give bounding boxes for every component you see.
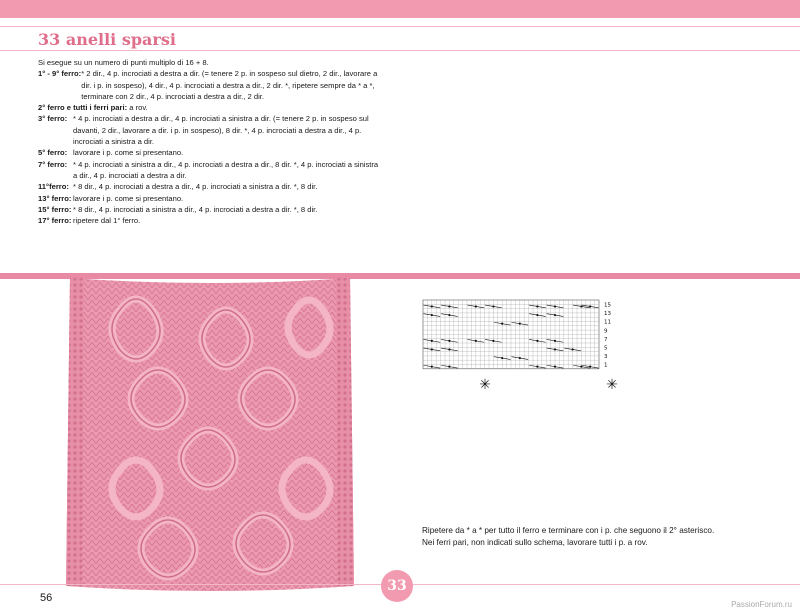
row-label: 1° - 9° ferro: <box>38 69 82 79</box>
row-number: 11 <box>604 319 611 326</box>
instruction-row <box>38 102 383 113</box>
cable-cross-dot <box>431 366 433 368</box>
knitted-swatch-photo <box>60 270 358 598</box>
row-label: 2° ferro e tutti i ferri pari: <box>38 103 128 113</box>
row-label: 5° ferro: <box>38 148 68 158</box>
chart-row-numbers <box>604 303 611 369</box>
row-label: 3° ferro: <box>38 114 68 124</box>
row-text: * 8 dir., 4 p. incrociati a sinistra a dir., 4 p. incrociati a destra a dir. *, 8 dir. <box>73 204 318 214</box>
row-text: lavorare i p. come si presentano. <box>73 148 184 158</box>
cable-cross-dot <box>431 348 433 350</box>
cable-cross-dot <box>554 340 556 342</box>
row-label: 17° ferro: <box>38 216 72 226</box>
cable-cross-dot <box>536 340 538 342</box>
page-title: 33 anelli sparsi <box>38 30 176 49</box>
cable-cross-dot <box>572 348 574 350</box>
cable-cross-dot <box>448 314 450 316</box>
cable-cross-dot <box>448 340 450 342</box>
row-text: * 4 p. incrociati a destra a dir., 4 p. incrociati a sinistra a dir. (= tenere 2 p. in sospeso sul davanti, 2 dir., lavorare a dir. i p. in sospeso), 8 dir. *, 4 p. incrociati a destra a dir., 4 p. incrociati a sinistra a dir. <box>73 114 369 147</box>
cable-cross-dot <box>448 305 450 307</box>
row-number: 7 <box>604 336 608 343</box>
knitting-chart <box>418 296 638 396</box>
cable-cross-dot <box>554 366 556 368</box>
instructions-block <box>38 57 383 226</box>
cable-cross-dot <box>536 314 538 316</box>
cable-cross-dot <box>589 366 591 368</box>
row-number: 13 <box>604 311 611 318</box>
cable-cross-dot <box>492 305 494 307</box>
row-number: 1 <box>604 362 608 369</box>
row-text: lavorare i p. come si presentano. <box>73 193 184 203</box>
cable-cross-dot <box>475 340 477 342</box>
repeat-marker-right: ✳ <box>606 377 618 393</box>
row-label: 15° ferro: <box>38 204 72 214</box>
instruction-row <box>38 215 383 226</box>
cable-cross-dot <box>431 314 433 316</box>
instruction-row <box>38 193 383 204</box>
cable-cross-dot <box>580 366 582 368</box>
cable-cross-dot <box>501 357 503 359</box>
row-number: 9 <box>604 328 608 335</box>
repeat-marker-left: ✳ <box>479 377 491 393</box>
row-label: 11°ferro: <box>38 182 69 192</box>
instructions-intro: Si esegue su un numero di punti multiplo di 16 + 8. <box>38 58 209 67</box>
chart-grid <box>423 300 599 369</box>
cable-cross-dot <box>431 305 433 307</box>
cable-cross-dot <box>492 340 494 342</box>
page-number: 56 <box>40 592 53 604</box>
instruction-row <box>38 113 383 147</box>
cable-cross-dot <box>554 314 556 316</box>
note-line-1: Ripetere da * a * per tutto il ferro e terminare con i p. che seguono il 2° asterisco. <box>422 526 715 535</box>
cable-cross-dot <box>536 305 538 307</box>
cable-cross-dot <box>519 323 521 325</box>
pattern-number-badge <box>381 570 413 602</box>
cable-cross-dot <box>580 305 582 307</box>
instruction-row <box>38 68 383 102</box>
instruction-row <box>38 159 383 182</box>
cable-cross-dot <box>431 340 433 342</box>
title-rule-bottom <box>0 50 800 51</box>
cable-cross-dot <box>448 348 450 350</box>
cable-cross-dot <box>554 305 556 307</box>
watermark: PassionForum.ru <box>731 600 792 609</box>
cable-cross-dot <box>475 305 477 307</box>
row-text: * 2 dir., 4 p. incrociati a destra a dir. (= tenere 2 p. in sospeso sul dietro, 2 dir., lavorare a dir. i p. in sospeso), 4 dir., 4 p. incrociati a destra a dir., 2 dir. *, ripetere sempre da * a *, terminare con 2 dir., 4 p. incrociati a destra a dir., 2 dir. <box>81 69 378 101</box>
repeat-note <box>422 525 782 550</box>
title-rule-top <box>0 26 800 27</box>
cable-cross-dot <box>448 366 450 368</box>
row-number: 15 <box>604 302 611 309</box>
row-text: ripetere dal 1° ferro. <box>73 216 141 226</box>
row-text: a rov. <box>129 103 148 113</box>
row-number: 5 <box>604 345 608 352</box>
row-text: * 4 p. incrociati a sinistra a dir., 4 p. incrociati a destra a dir., 8 dir. *, 4 p. incrociati a sinistra a dir., 4 p. incrociati a destra a dir. <box>73 159 379 180</box>
cable-cross-dot <box>519 357 521 359</box>
row-number: 3 <box>604 354 608 361</box>
top-decorative-band <box>0 0 800 18</box>
instruction-row <box>38 147 383 158</box>
badge-number: 33 <box>387 578 407 594</box>
row-label: 7° ferro: <box>38 159 68 169</box>
instruction-row <box>38 181 383 192</box>
note-line-2: Nei ferri pari, non indicati sullo schema, lavorare tutti i p. a rov. <box>422 538 648 548</box>
cable-cross-dot <box>554 348 556 350</box>
instruction-row <box>38 204 383 215</box>
cable-cross-dot <box>589 305 591 307</box>
row-text: * 8 dir., 4 p. incrociati a destra a dir., 4 p. incrociati a sinistra a dir. *, 8 dir. <box>73 182 318 192</box>
cable-cross-dot <box>501 323 503 325</box>
row-label: 13° ferro: <box>38 193 72 203</box>
cable-cross-dot <box>536 366 538 368</box>
